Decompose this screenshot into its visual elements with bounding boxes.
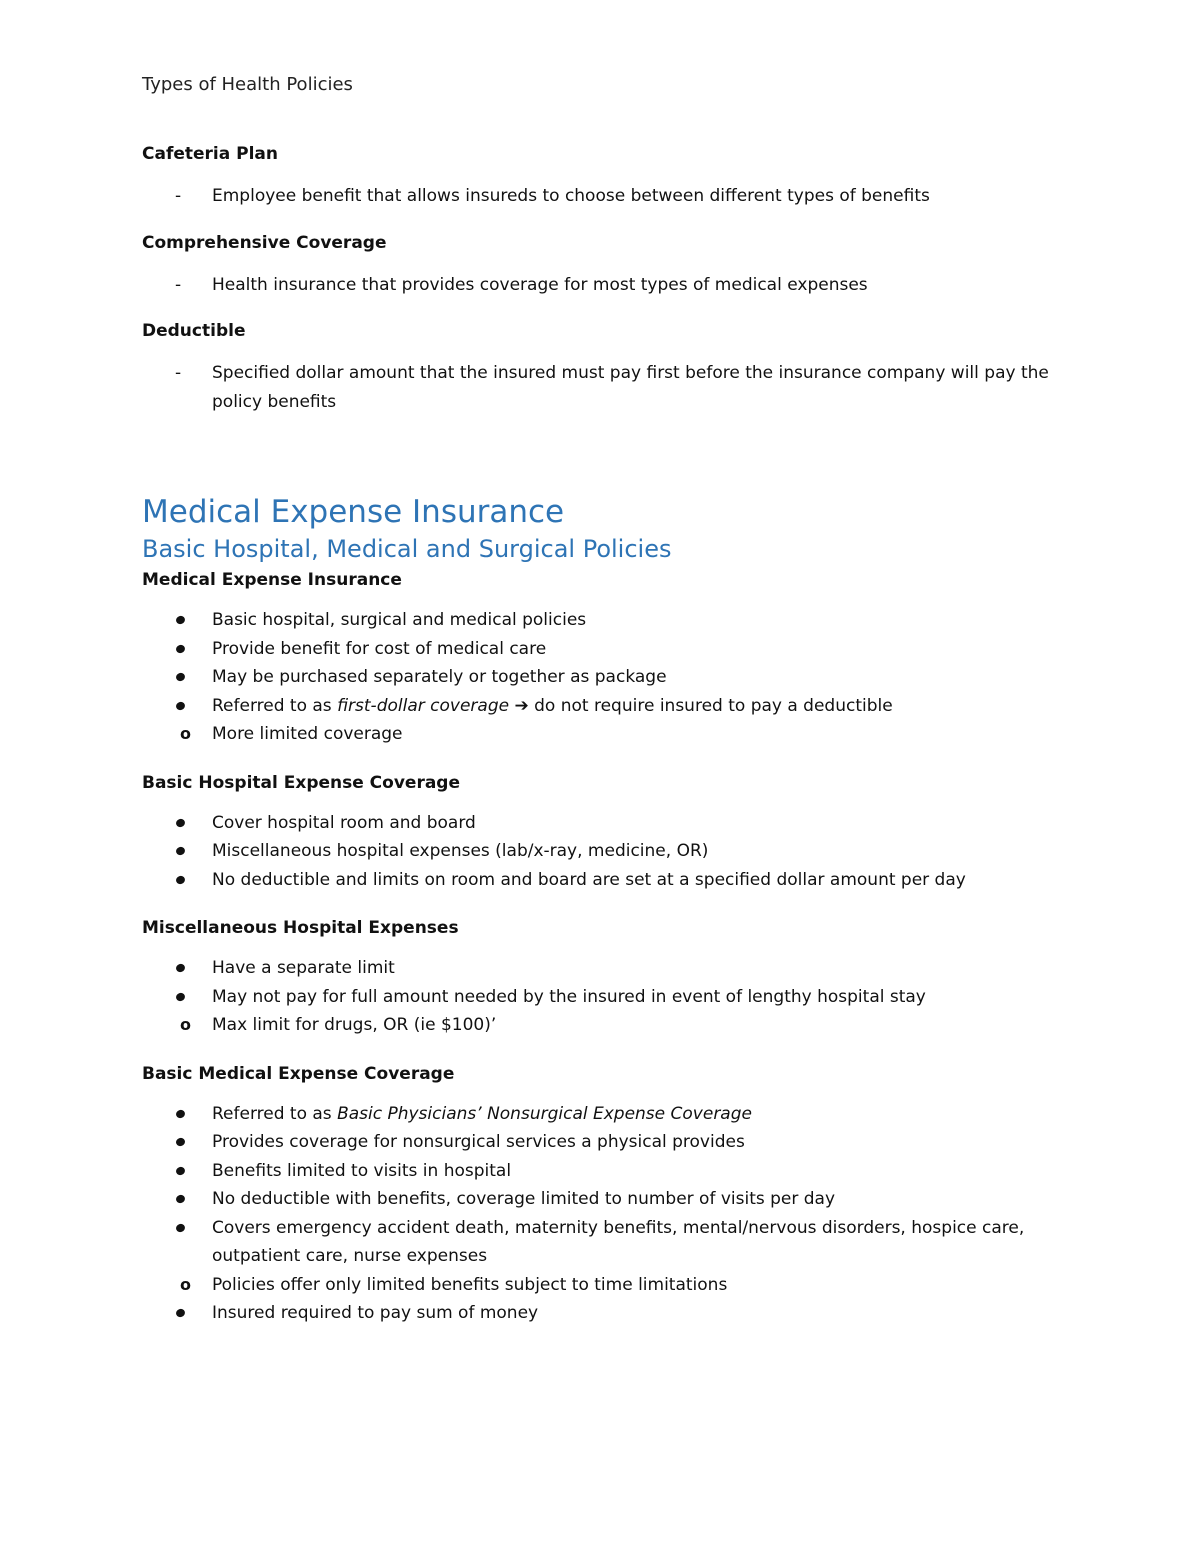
list-item	[142, 663, 1062, 692]
list-item	[142, 866, 1062, 895]
bullet-list	[142, 1100, 1062, 1328]
bullet-icon	[175, 643, 186, 654]
list-item	[142, 809, 1062, 838]
list-item	[142, 837, 1062, 866]
bullet-icon	[175, 1222, 186, 1233]
definition-list	[142, 359, 1062, 416]
definition-text: Employee benefit that allows insureds to choose between different types of benefits	[212, 186, 930, 206]
list-item	[142, 606, 1062, 635]
list-item-text: Referred to as	[212, 1103, 338, 1124]
list-item-text: More limited coverage	[212, 724, 403, 744]
list-item-text: Benefits limited to visits in hospital	[212, 1160, 512, 1181]
bullet-icon	[175, 672, 186, 683]
italic-term: first-dollar coverage	[337, 695, 510, 716]
sub-bullet-icon: o	[180, 724, 191, 743]
definition-text: Health insurance that provides coverage for most types of medical expenses	[212, 274, 868, 295]
sub-list-item	[72, 1011, 1062, 1040]
list-item-text: Referred to as	[212, 695, 338, 716]
italic-term: Basic Physicians’ Nonsurgical Expense Coverage	[337, 1103, 752, 1124]
list-item-text: No deductible and limits on room and board are set at a specified dollar amount per day	[212, 869, 966, 890]
bullet-icon	[175, 874, 186, 885]
sub-bullet-icon: o	[180, 1015, 191, 1034]
list-item-text: Insured required to pay sum of money	[212, 1303, 539, 1323]
dash-marker: -	[175, 363, 182, 383]
definition-item	[142, 359, 1062, 416]
list-item-text: No deductible with benefits, coverage limited to number of visits per day	[212, 1189, 836, 1209]
list-item-text: May be purchased separately or together as package	[212, 667, 667, 687]
definition-text: Specified dollar amount that the insured must pay first before the insurance company will pay the policy benefits	[212, 363, 1049, 412]
bullet-icon	[175, 963, 186, 974]
section-title-basic-hospital: Basic Hospital Expense Coverage	[142, 772, 461, 793]
list-item	[142, 983, 1062, 1012]
list-item	[142, 1128, 1062, 1157]
bullet-icon	[175, 1165, 186, 1176]
definition-item	[142, 271, 1062, 300]
definition-list	[142, 182, 1062, 211]
spacer	[142, 436, 1062, 492]
bullet-icon	[175, 1308, 186, 1319]
bullet-icon	[175, 700, 186, 711]
list-item-text: May not pay for full amount needed by the insured in event of lengthy hospital stay	[212, 986, 926, 1007]
list-item-text: Miscellaneous hospital expenses (lab/x-ray, medicine, OR)	[212, 841, 709, 861]
definition-item	[142, 182, 1062, 211]
list-item	[142, 692, 1062, 721]
dash-marker: -	[175, 186, 182, 206]
list-item	[142, 1100, 1062, 1129]
term-comprehensive-coverage: Comprehensive Coverage	[142, 232, 387, 253]
list-item-text: Covers emergency accident death, maternity benefits, mental/nervous disorders, hospice care, outpatient care, nurse expenses	[212, 1217, 1025, 1266]
list-item	[142, 1214, 1062, 1271]
bullet-list	[142, 809, 1062, 895]
bullet-icon	[175, 817, 186, 828]
bullet-list	[142, 606, 1062, 749]
list-item	[142, 635, 1062, 664]
list-item	[142, 1299, 1062, 1328]
bullet-icon	[175, 1194, 186, 1205]
term-deductible: Deductible	[142, 321, 246, 341]
sub-bullet-icon: o	[180, 1274, 191, 1294]
list-item	[142, 1185, 1062, 1214]
bullet-icon	[175, 1137, 186, 1148]
bullet-icon	[175, 991, 186, 1002]
list-item-text: Cover hospital room and board	[212, 812, 476, 833]
heading-2: Basic Hospital, Medical and Surgical Policies	[142, 535, 672, 563]
arrow-right-icon: ➔	[514, 695, 529, 716]
list-item-text: Basic hospital, surgical and medical policies	[212, 610, 587, 630]
list-item-text: Provide benefit for cost of medical care	[212, 638, 547, 659]
term-cafeteria-plan: Cafeteria Plan	[142, 144, 278, 164]
list-item	[142, 1157, 1062, 1186]
bullet-icon	[175, 1108, 186, 1119]
bullet-icon	[175, 846, 186, 857]
section-title-medical-expense: Medical Expense Insurance	[142, 570, 402, 590]
list-item-text: Provides coverage for nonsurgical services a physical provides	[212, 1132, 745, 1152]
list-item	[142, 954, 1062, 983]
bullet-icon	[175, 615, 186, 626]
document-title: Types of Health Policies	[142, 74, 353, 95]
bullet-list	[142, 954, 1062, 1040]
section-title-misc-hospital: Miscellaneous Hospital Expenses	[142, 918, 459, 938]
sub-list-item	[72, 720, 1062, 749]
sub-list-item	[72, 1271, 1062, 1300]
list-item-text: Policies offer only limited benefits subject to time limitations	[212, 1274, 728, 1295]
definition-list	[142, 271, 1062, 300]
list-item-text: do not require insured to pay a deductible	[528, 695, 893, 716]
dash-marker: -	[175, 274, 182, 295]
list-item-text: Have a separate limit	[212, 958, 395, 978]
section-title-basic-medical: Basic Medical Expense Coverage	[142, 1063, 455, 1084]
list-item-text: Max limit for drugs, OR (ie $100)’	[212, 1015, 497, 1035]
heading-1: Medical Expense Insurance	[142, 494, 565, 530]
document-page	[142, 72, 1062, 1350]
